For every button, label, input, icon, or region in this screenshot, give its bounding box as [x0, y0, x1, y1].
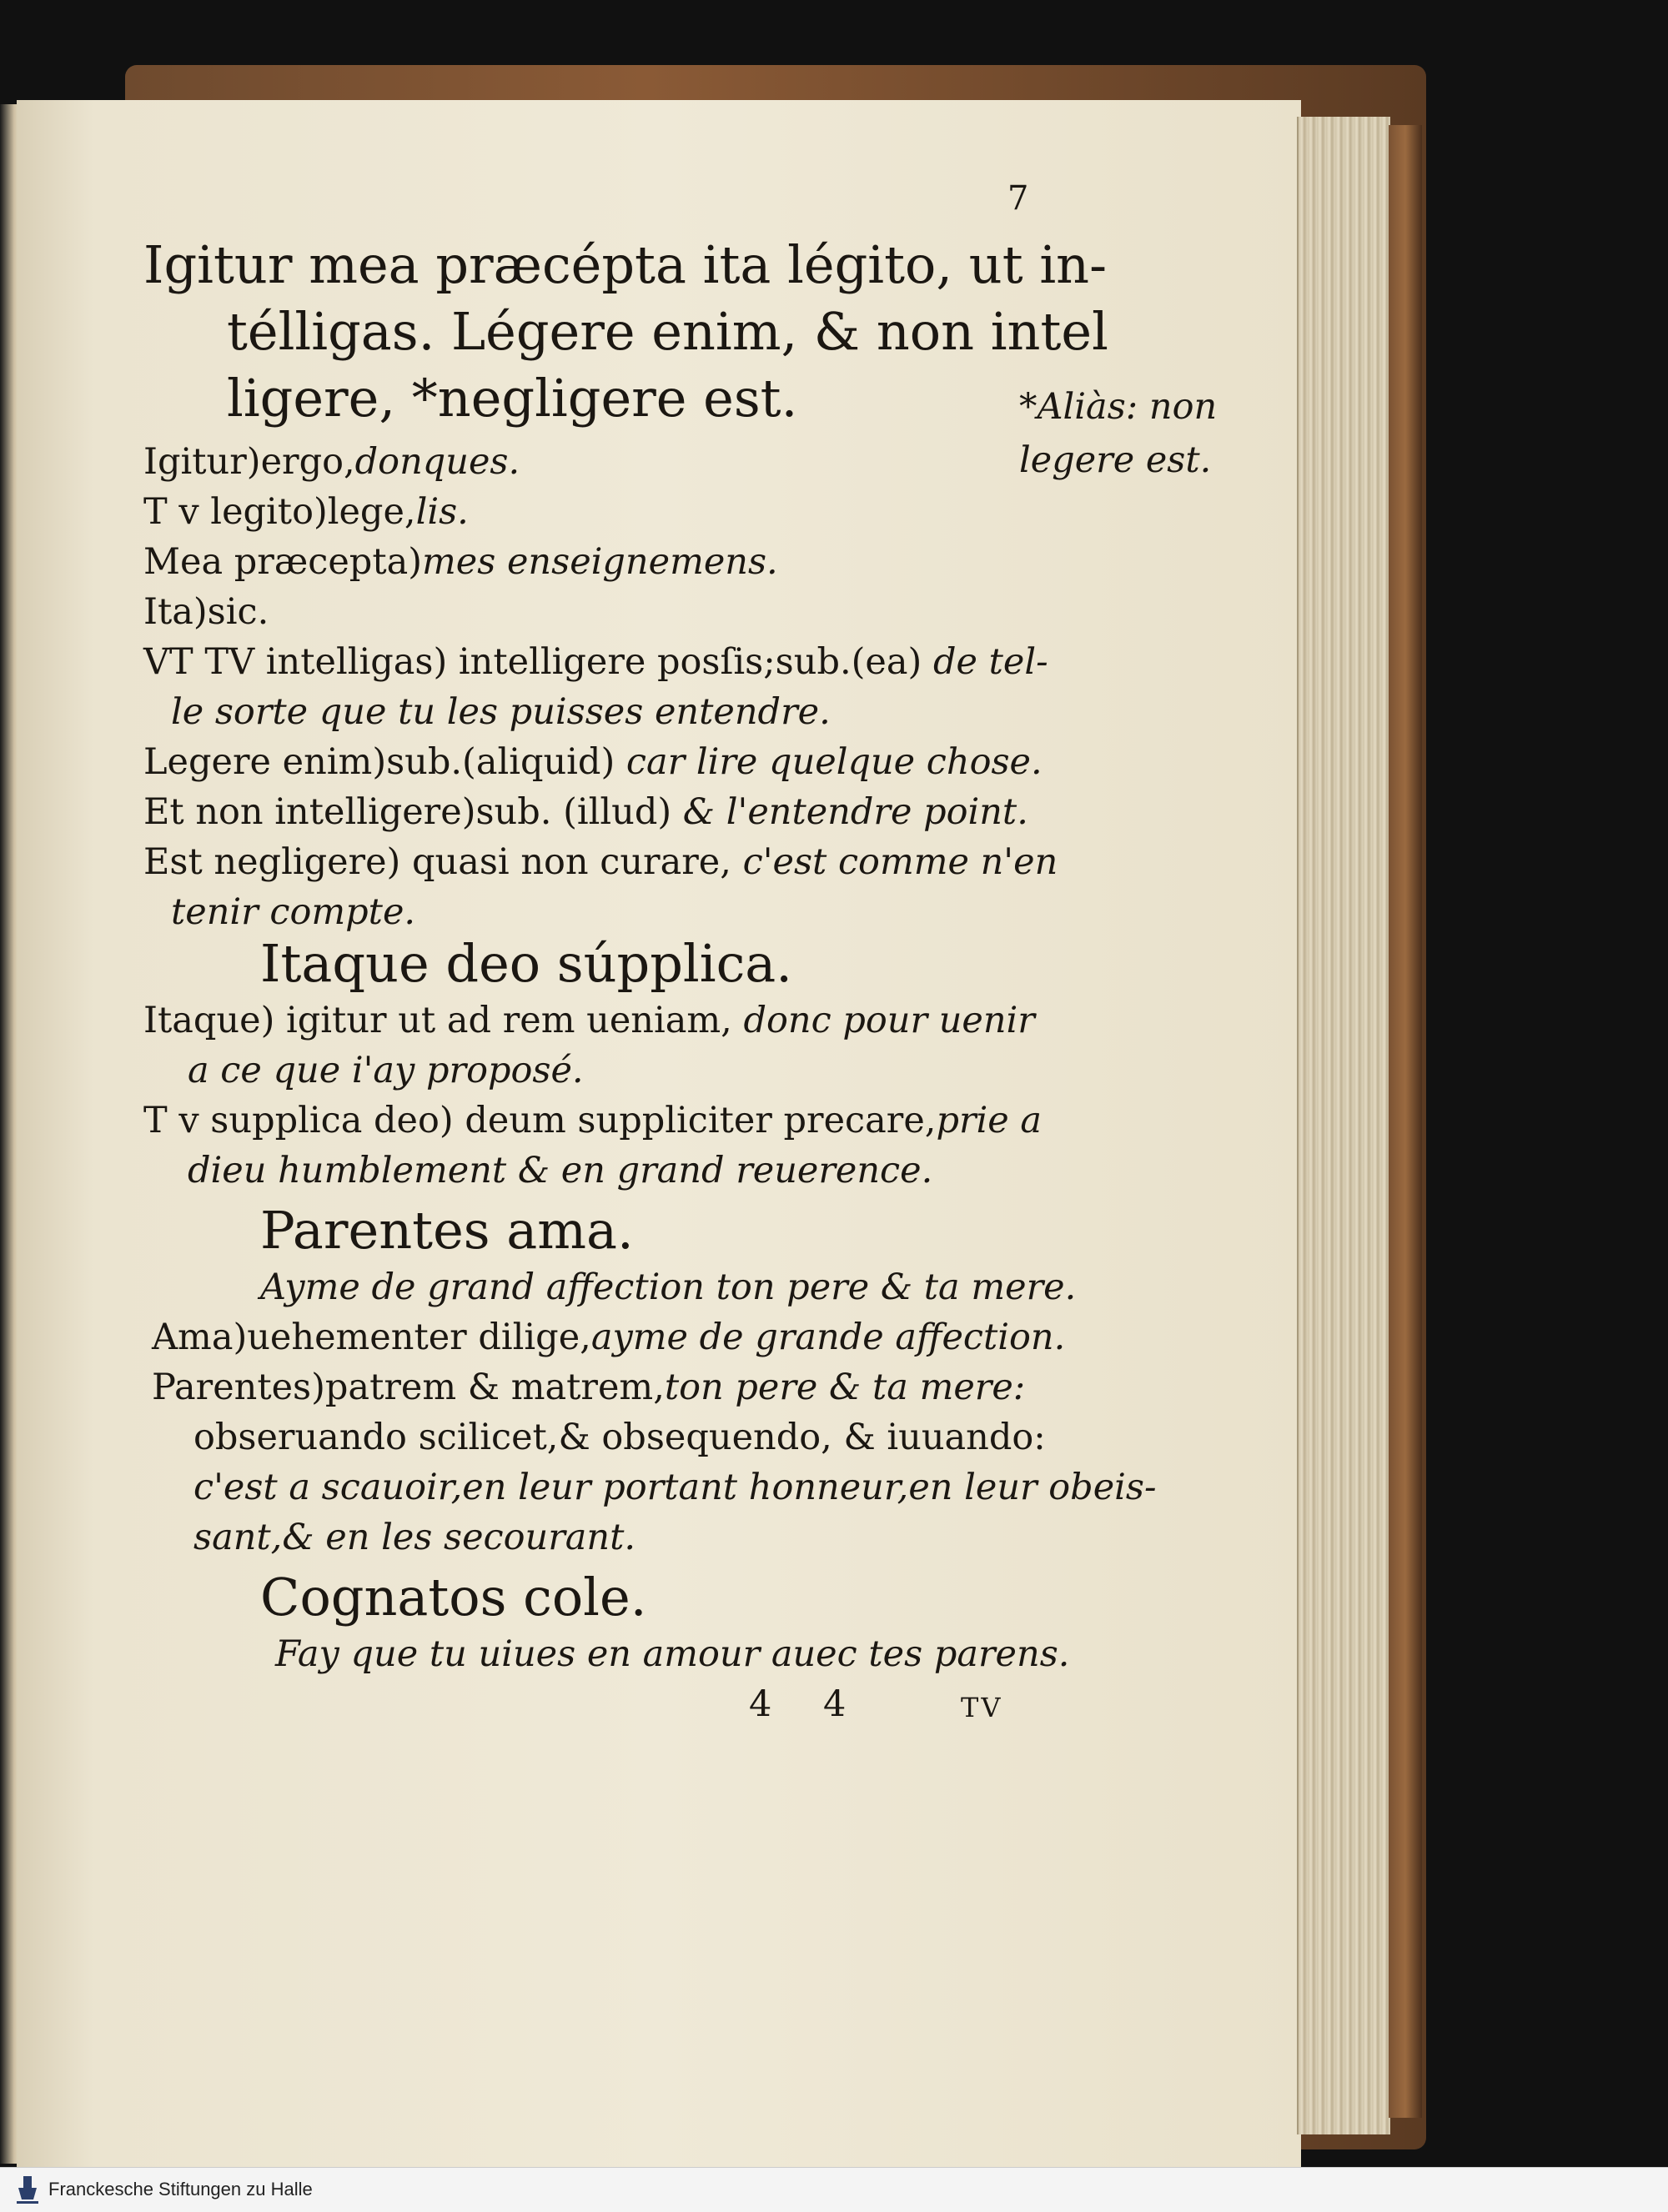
gloss-line: Parentes)patrem & matrem,ton pere & ta mere: [152, 1367, 1026, 1408]
precept-heading: Itaque deo súpplica. [260, 933, 792, 994]
margin-note-line-2: legere est. [1019, 439, 1212, 481]
page-number: 7 [1007, 179, 1029, 218]
gloss-line: Est negligere) quasi non curare, c'est comme n'en [143, 841, 1058, 883]
gloss-line: obseruando scilicet,& obsequendo, & iuuando: [193, 1417, 1046, 1458]
precept-heading: Parentes ama. [260, 1200, 634, 1261]
gloss-line: T v supplica deo) deum suppliciter precare,prie a [143, 1100, 1042, 1141]
footer-bar [0, 2167, 1668, 2212]
gloss-line: dieu humblement & en grand reuerence. [188, 1150, 933, 1191]
main-line-3: ligere, *negligere est. [227, 368, 798, 429]
gloss-line: Itaque) igitur ut ad rem ueniam, donc pour uenir [143, 1000, 1035, 1041]
binding-edge [1389, 125, 1422, 2118]
gloss-line: VT TV intelligas) intelligere posſis;sub.(ea) de tel- [143, 641, 1048, 683]
gloss-line: a ce que i'ay proposé. [188, 1050, 584, 1091]
gloss-line: Ama)uehementer dilige,ayme de grande affection. [152, 1317, 1066, 1358]
catchword: TV [961, 1692, 1003, 1723]
signature-mark: 4 4 [749, 1683, 867, 1725]
main-line-1: Igitur mea præcépta ita légito, ut in- [143, 234, 1108, 295]
gloss-line: Ita)sic. [143, 591, 269, 633]
gloss-line: le sorte que tu les puisses entendre. [171, 691, 831, 733]
gloss-line: Mea præcepta)mes enseignemens. [143, 541, 778, 583]
gloss-line: Igitur)ergo,donques. [143, 441, 520, 483]
institution-logo-icon [15, 2174, 40, 2206]
gloss-line: tenir compte. [171, 891, 416, 933]
gloss-line: Et non intelligere)sub. (illud) & l'entendre point. [143, 791, 1028, 833]
gloss-line: sant,& en les secourant. [193, 1517, 636, 1558]
precept-heading: Cognatos cole. [260, 1567, 647, 1628]
page-fore-edge [1297, 117, 1390, 2134]
translation-line: Fay que tu uiues en amour auec tes parens. [275, 1633, 1070, 1675]
margin-note-line-1: *Aliàs: non [1019, 386, 1218, 428]
gloss-line: c'est a scauoir,en leur portant honneur,en leur obeis- [193, 1467, 1157, 1508]
main-line-2: télligas. Légere enim, & non intel [227, 301, 1108, 362]
gloss-line: Legere enim)sub.(aliquid) car lire quelque chose. [143, 741, 1042, 783]
footer-institution-name: Franckesche Stiftungen zu Halle [48, 2179, 313, 2199]
gloss-line: T v legito)lege,lis. [143, 491, 469, 533]
translation-line: Ayme de grand affection ton pere & ta mere. [260, 1267, 1077, 1308]
